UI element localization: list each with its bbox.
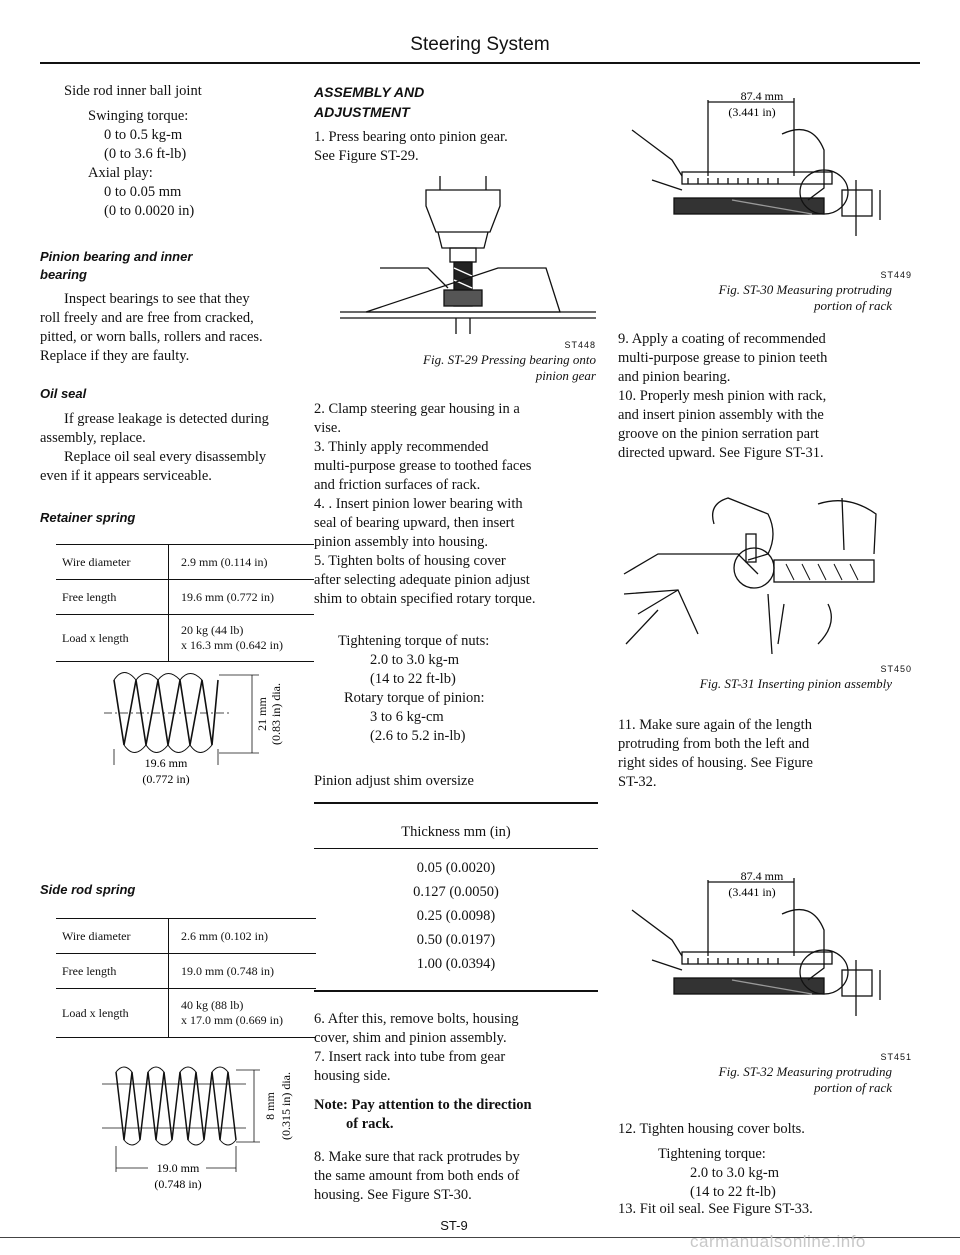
pinion-bearing-text [40,290,310,366]
shim-rule-top [314,802,598,804]
step-line: 9. Apply a coating of recommended [618,331,826,347]
retainer-spring-drawing [84,665,294,810]
step-line: and insert pinion assembly with the [618,407,824,423]
shim-values [314,856,598,976]
step-line: 3. Thinly apply recommended [314,439,489,455]
page-title: Steering System [410,34,550,55]
step-line: 2. Clamp steering gear housing in a [314,401,520,417]
fig-st29 [340,172,596,342]
shim-header: Thickness mm (in) [401,824,511,840]
shim-row: 0.05 (0.0020) [416,860,496,876]
steps-6-7 [314,1010,598,1086]
step-line: seal of bearing upward, then insert [314,515,515,531]
spec-key: Load x length [56,615,169,662]
table-row [56,919,316,954]
torque-value: 2.0 to 3.0 kg-m [370,652,460,668]
step-line: 6. After this, remove bolts, housing [314,1011,519,1027]
note-line: Note: Pay attention to the direction [314,1097,532,1113]
shim-row: 0.50 (0.0197) [416,932,496,948]
shim-rule-mid [314,848,598,849]
shim-title: Pinion adjust shim oversize [314,773,474,789]
fig32-code: ST451 [880,1052,912,1062]
table-row [56,545,314,580]
pinion-text-line: Replace if they are faulty. [40,348,190,364]
pinion-text-line: Inspect bearings to see that they [64,291,250,307]
side-rod-spring-drawing [96,1060,306,1220]
swinging-value-2: (0 to 3.6 ft-lb) [104,146,187,162]
step-line: the same amount from both ends of [314,1168,520,1184]
oil-text-line: If grease leakage is detected during [64,411,269,427]
caliper-drawing-2 [612,860,912,1035]
spec-key: Wire diameter [56,919,169,954]
oil-seal-text [40,410,310,486]
table-row [56,615,314,662]
spec-value-line: 40 kg (88 lb) [181,998,244,1012]
steps-9-10 [618,330,908,463]
step-line: 4. . Insert pinion lower bearing with [314,496,523,512]
axial-value-1: 0 to 0.05 mm [104,184,182,200]
spec-value: 2.9 mm (0.114 in) [169,545,315,580]
torque-value: (14 to 22 ft-lb) [690,1184,776,1200]
side-rod-spring-figure [96,1060,306,1220]
table-row [56,954,316,989]
table-row [56,580,314,615]
page-number: ST-9 [440,1218,468,1233]
caption-line: Fig. ST-30 Measuring protruding [718,282,892,297]
step-line: and friction surfaces of rack. [314,477,481,493]
step-line: 11. Make sure again of the length [618,717,812,733]
step-line: vise. [314,420,341,436]
spec-value-line: x 16.3 mm (0.642 in) [181,638,283,652]
spec-key: Wire diameter [56,545,169,580]
torque-label: Tightening torque of nuts: [338,633,490,649]
spec-value [169,615,315,662]
pinion-heading-line-2: bearing [40,267,87,282]
shim-row: 0.127 (0.0050) [413,884,499,900]
oil-text-line: Replace oil seal every disassembly [64,449,267,465]
step-line: after selecting adequate pinion adjust [314,572,530,588]
press-drawing [340,172,596,342]
pinion-heading-line-1: Pinion bearing and inner [40,249,193,264]
shim-rule-bottom [314,990,598,992]
spec-value: 2.6 mm (0.102 in) [169,919,317,954]
spring1-len-mm: 19.6 mm [144,756,188,770]
step-8 [314,1148,598,1205]
spec-value [169,989,317,1038]
spring1-dia-mm: 21 mm [255,697,269,731]
fig31-code: ST450 [880,664,912,674]
step-line: 8. Make sure that rack protrudes by [314,1149,520,1165]
assembly-heading-line-1: ASSEMBLY AND [314,84,425,100]
side-rod-spring-heading: Side rod spring [40,882,136,897]
step-line: directed upward. See Figure ST-31. [618,445,824,461]
torque-value: 2.0 to 3.0 kg-m [690,1165,780,1181]
fig32-caption [612,1064,892,1096]
oil-text-line: assembly, replace. [40,430,146,446]
spec-value: 19.0 mm (0.748 in) [169,954,317,989]
spec-key: Free length [56,954,169,989]
assembly-heading [314,82,424,122]
shim-row: 1.00 (0.0394) [416,956,496,972]
spec-value: 19.6 mm (0.772 in) [169,580,315,615]
note-line: of rack. [346,1116,394,1132]
torque-label: Tightening torque: [658,1146,766,1162]
steps-2-5 [314,400,598,609]
caption-line: pinion gear [535,368,596,383]
oil-seal-heading: Oil seal [40,386,87,401]
step-line: protruding from both the left and [618,736,810,752]
caption-line: portion of rack [814,1080,892,1095]
torque-value: (2.6 to 5.2 in-lb) [370,728,466,744]
fig32-dim-mm: 87.4 mm [740,869,784,883]
fig32-dim-in: (3.441 in) [728,885,776,899]
torque-value: 3 to 6 kg-cm [370,709,444,725]
oil-text-line: even if it appears serviceable. [40,468,212,484]
spec-value-line: x 17.0 mm (0.669 in) [181,1013,283,1027]
caption-line: Fig. ST-29 Pressing bearing onto [423,352,596,367]
header-rule [40,62,920,64]
step-line: 12. Tighten housing cover bolts. [618,1121,805,1137]
fig30-dim-mm: 87.4 mm [740,89,784,103]
step-line: 10. Properly mesh pinion with rack, [618,388,827,404]
retainer-spring-heading: Retainer spring [40,510,136,525]
fig-st30 [612,80,912,255]
spring2-dia-mm: 8 mm [263,1092,277,1120]
pinion-insert-drawing [618,494,898,664]
shim-row: 0.25 (0.0098) [416,908,496,924]
step-line: cover, shim and pinion assembly. [314,1030,507,1046]
step-line: 5. Tighten bolts of housing cover [314,553,506,569]
fig31-caption: Fig. ST-31 Inserting pinion assembly [699,676,892,691]
fig30-code: ST449 [880,270,912,280]
axial-label: Axial play: [88,165,153,181]
step-line: housing side. [314,1068,391,1084]
fig30-dim-in: (3.441 in) [728,105,776,119]
caliper-drawing [612,80,912,255]
step-1 [314,128,594,166]
spring1-dia-in: (0.83 in) dia. [269,683,283,745]
retainer-spring-table [56,544,314,662]
step-line: right sides of housing. See Figure [618,755,813,771]
axial-value-2: (0 to 0.0020 in) [104,203,195,219]
fig29-caption [320,352,596,384]
pinion-text-line: pitted, or worn balls, rollers and races. [40,329,263,345]
spring2-len-in: (0.748 in) [154,1177,202,1191]
fig29-code: ST448 [564,340,596,350]
spring1-len-in: (0.772 in) [142,772,190,786]
step-line: multi-purpose grease to toothed faces [314,458,532,474]
torque-label: Rotary torque of pinion: [344,690,485,706]
spring2-dia-in: (0.315 in) dia. [279,1072,293,1140]
caption-line: Fig. ST-32 Measuring protruding [718,1064,892,1079]
step-12 [618,1120,908,1202]
ball-joint-heading: Side rod inner ball joint [64,83,202,99]
assembly-heading-line-2: ADJUSTMENT [314,104,410,120]
step-line: housing. See Figure ST-30. [314,1187,472,1203]
pinion-text-line: roll freely and are free from cracked, [40,310,254,326]
ball-joint-block [64,82,304,221]
fig-st32 [612,860,912,1035]
pinion-bearing-heading [40,248,192,284]
torque-value: (14 to 22 ft-lb) [370,671,456,687]
step-13: 13. Fit oil seal. See Figure ST-33. [618,1201,813,1217]
caption-line: portion of rack [814,298,892,313]
step-line: pinion assembly into housing. [314,534,488,550]
retainer-spring-figure [84,665,294,810]
step-11 [618,716,908,792]
watermark: carmanualsonline.info [690,1232,866,1251]
fig-st31 [618,494,898,664]
step-line: groove on the pinion serration part [618,426,819,442]
note-block [314,1096,604,1134]
step-line: 1. Press bearing onto pinion gear. [314,129,508,145]
spec-key: Free length [56,580,169,615]
step-line: multi-purpose grease to pinion teeth [618,350,828,366]
spring2-len-mm: 19.0 mm [156,1161,200,1175]
step-line: 7. Insert rack into tube from gear [314,1049,506,1065]
step-line: and pinion bearing. [618,369,731,385]
step-line: shim to obtain specified rotary torque. [314,591,536,607]
table-row [56,989,316,1038]
spec-value-line: 20 kg (44 lb) [181,623,244,637]
swinging-value-1: 0 to 0.5 kg-m [104,127,183,143]
step-line: ST-32. [618,774,657,790]
side-rod-spring-table [56,918,316,1038]
fig30-caption [612,282,892,314]
torque-specs [338,632,598,746]
spec-key: Load x length [56,989,169,1038]
swinging-label: Swinging torque: [88,108,189,124]
step-line: See Figure ST-29. [314,148,419,164]
